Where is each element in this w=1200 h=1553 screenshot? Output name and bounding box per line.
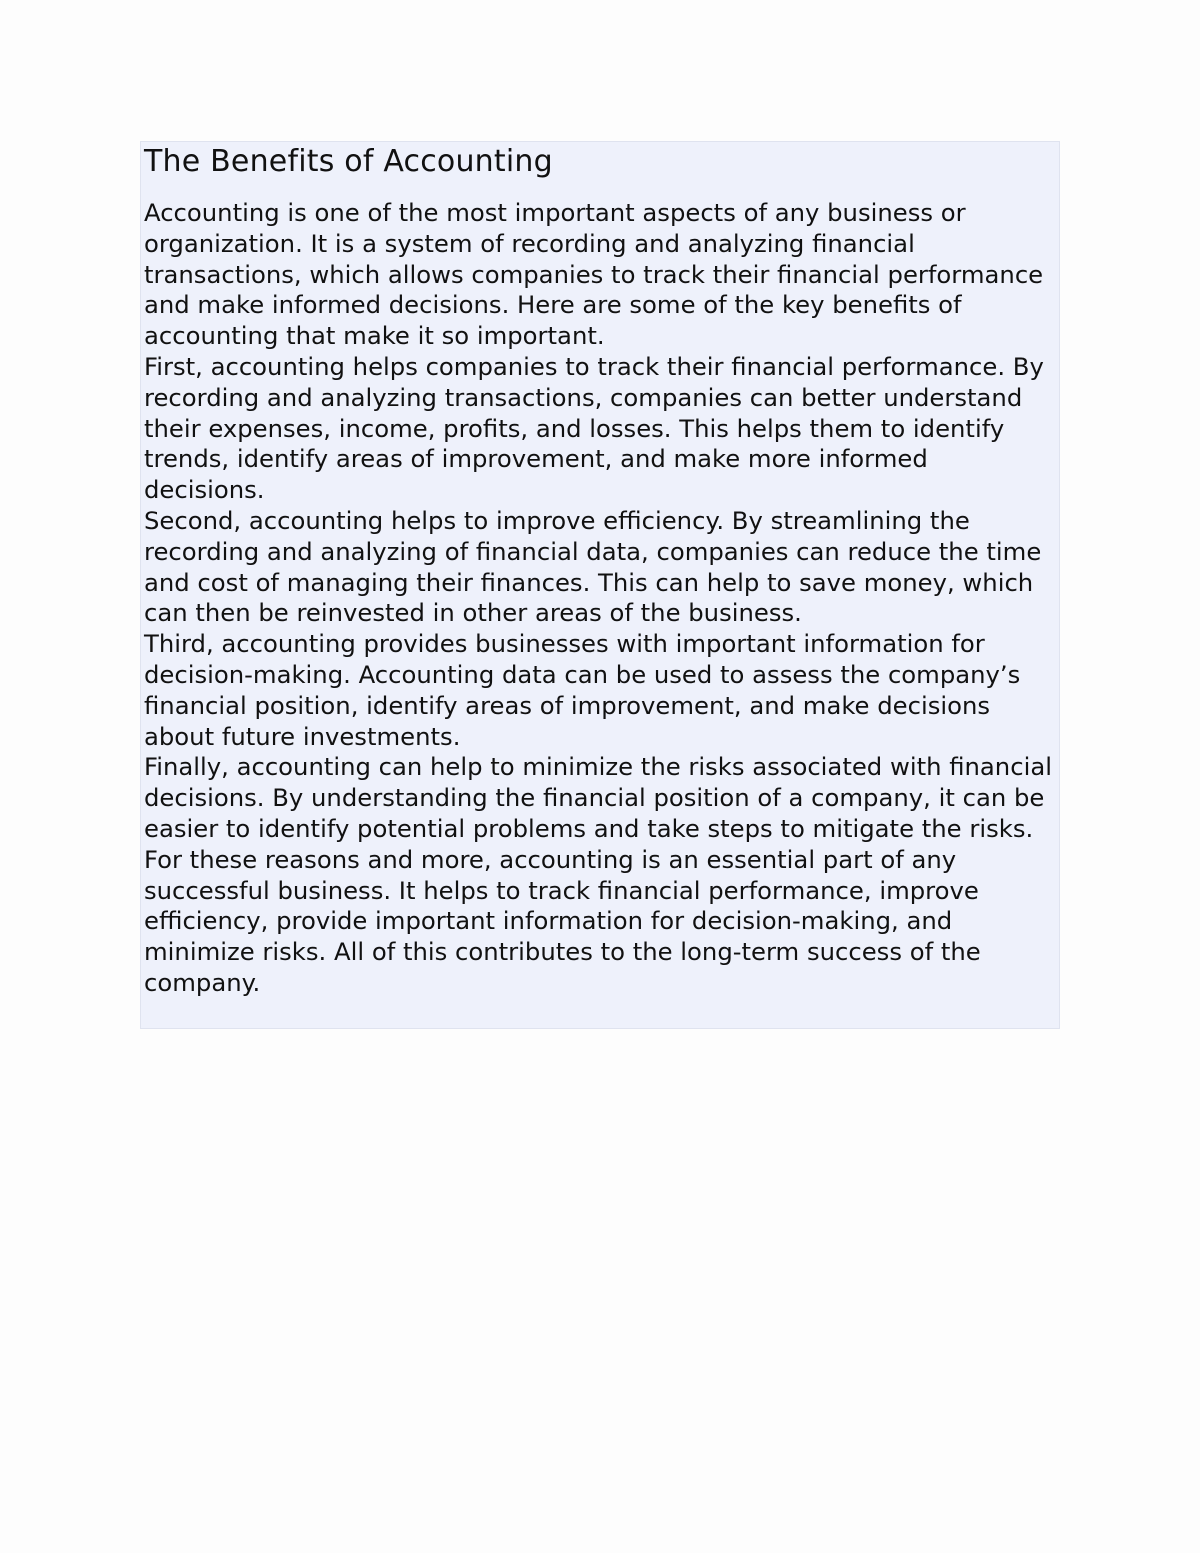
paragraph-second-benefit: Second, accounting helps to improve efficiency. By streamlining the recording and analyzing of financial data, companies can reduce the time and cost of managing their finances. This can help to save money, which can then be reinvested in other areas of the business.	[144, 505, 1042, 628]
text-content-box	[140, 141, 1060, 1029]
document-body	[144, 198, 1056, 999]
document-title: The Benefits of Accounting	[144, 144, 553, 179]
paragraph-first-benefit: First, accounting helps companies to track their financial performance. By recording and analyzing transactions, companies can better understand their expenses, income, profits, and losses. This helps them to identify trends, identify areas of improvement, and make more informed decisions.	[144, 351, 1044, 505]
paragraph-third-benefit: Third, accounting provides businesses with important information for decision-making. Accounting data can be used to assess the company’s financial position, identify areas of improvement, and make decisions about future investments.	[144, 629, 1021, 751]
paragraph-conclusion: For these reasons and more, accounting is an essential part of any successful business. It helps to track financial performance, improve efficiency, provide important information for decision-making, and minimize risks. All of this contributes to the long-term success of the company.	[144, 844, 981, 997]
paragraph-final-benefit: Finally, accounting can help to minimize the risks associated with financial decisions. By understanding the financial position of a company, it can be easier to identify potential problems and take steps to mitigate the risks.	[144, 752, 1052, 843]
paragraph-intro: Accounting is one of the most important aspects of any business or organization. It is a system of recording and analyzing financial transactions, which allows companies to track their financial performance and make informed decisions. Here are some of the key benefits of accounting that make it so important.	[144, 198, 1044, 351]
